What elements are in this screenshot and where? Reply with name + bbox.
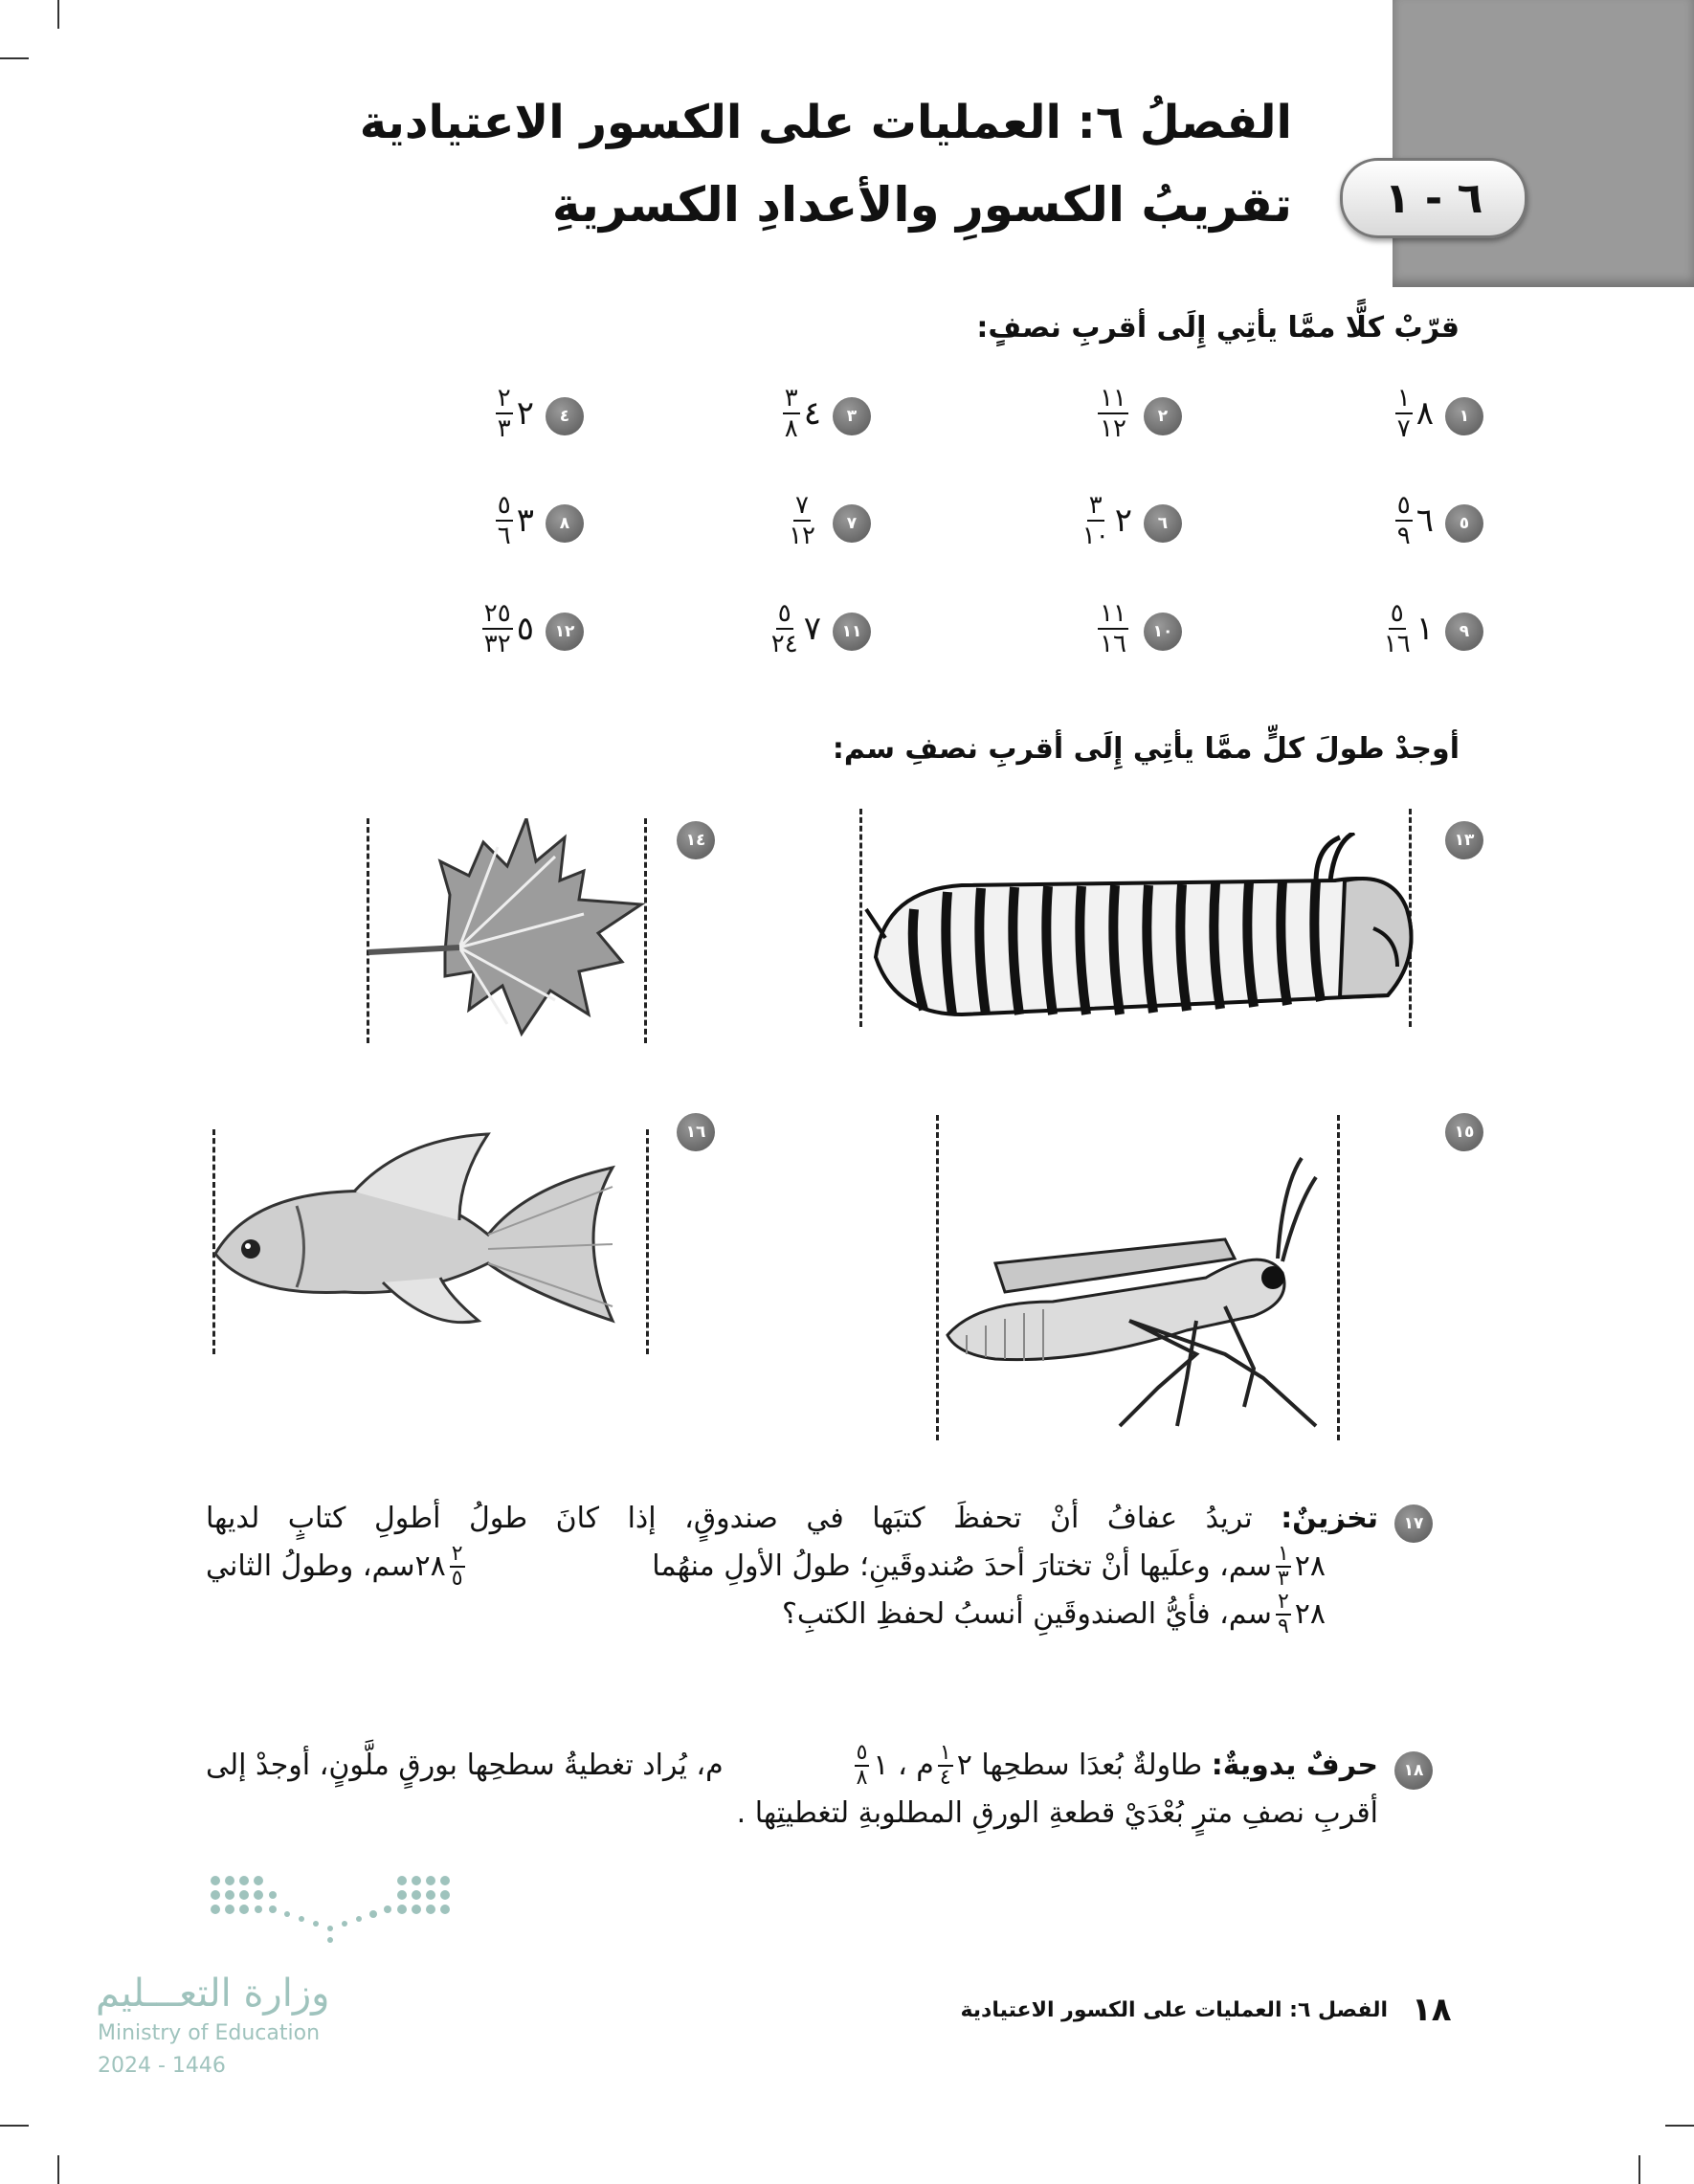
- crop-mark: [57, 0, 59, 29]
- mixed-number: [1094, 599, 1132, 658]
- problem-18-seg1a: طاولةٌ بُعدَا سطحِها: [981, 1749, 1203, 1782]
- mixed-number: [1077, 491, 1132, 550]
- grasshopper-illustration: [938, 1148, 1340, 1436]
- problem-18-text: [206, 1742, 1378, 1838]
- dim1-whole: ٢: [956, 1749, 972, 1782]
- problem-17-seg3b: سم، فأيُّ الصندوقَينِ أنسبُ لحفظِ الكتبِ؟: [781, 1597, 1272, 1631]
- logo-year: 2024 - 1446: [98, 2054, 226, 2078]
- problem-18-seg1c: م، يُراد تغطيةُ سطحِها بورقٍ ملَّونٍ، أوجدْ إلى: [206, 1749, 724, 1782]
- problem-17-seg2d: ٢٨سم، وطولُ الثاني: [206, 1549, 446, 1583]
- chapter-title: الفصلُ ٦: العمليات على الكسور الاعتيادية: [359, 96, 1292, 149]
- whole-part: ٢: [516, 394, 534, 433]
- mixed-number: [1392, 384, 1434, 443]
- exercise-number-15: ١٥: [1445, 1113, 1483, 1151]
- exercise-number-5: ٥: [1445, 504, 1483, 543]
- mixed-number: [766, 599, 821, 658]
- exercise-number-14: ١٤: [677, 821, 715, 859]
- whole-part: ٤: [803, 394, 821, 433]
- box2-length-whole: ٢٨: [1294, 1597, 1326, 1631]
- crop-mark: [1638, 2155, 1640, 2184]
- numerator: ٧: [795, 491, 810, 520]
- lesson-number-badge: [1340, 158, 1527, 238]
- numerator: ٢: [497, 384, 511, 412]
- exercise-number-3: ٣: [833, 397, 871, 435]
- mixed-number: [1378, 599, 1434, 658]
- problem-17-line1: تريدُ عفافُ أنْ تحفظَ كتبَها في صندوقٍ، إذا كانَ طولُ أطولِ كتابٍ لديها: [206, 1502, 1253, 1535]
- mixed-number: [1094, 384, 1132, 443]
- section1-instruction: قرّبْ كلًّا ممَّا يأتِي إِلَى أقربِ نصفٍ:: [976, 311, 1460, 345]
- book-length-denominator: ٣: [1277, 1567, 1289, 1591]
- numerator: ٣: [784, 384, 798, 412]
- exercise-number-9: ٩: [1445, 613, 1483, 651]
- box1-denominator: ٥: [451, 1567, 463, 1591]
- fraction: [482, 599, 513, 658]
- mixed-number: [783, 491, 821, 550]
- fraction: [496, 384, 513, 443]
- crop-mark: [0, 2125, 29, 2127]
- denominator: ٢٤: [770, 630, 798, 658]
- crop-mark: [0, 57, 29, 59]
- logo-english: Ministry of Education: [98, 2021, 321, 2045]
- whole-part: ١: [1415, 610, 1434, 648]
- box1-numerator: ٢: [451, 1542, 463, 1566]
- problem-18-line2: أقربِ نصفِ مترٍ بُعْدَيْ قطعةِ الورقِ المطلوبةِ لتغطيتِها .: [736, 1796, 1378, 1830]
- goldfish-illustration: [211, 1129, 651, 1349]
- exercise-number-13: ١٣: [1445, 821, 1483, 859]
- numerator: ١١: [1100, 599, 1126, 628]
- fraction: [1395, 491, 1413, 550]
- numerator: ١١: [1100, 384, 1126, 412]
- lesson-number: ٦ - ١: [1384, 173, 1483, 223]
- fraction: [769, 599, 800, 658]
- denominator: ٩: [1396, 522, 1411, 550]
- numerator: ٣: [1088, 491, 1103, 520]
- leaf-illustration: [364, 818, 651, 1038]
- mixed-number: [492, 491, 534, 550]
- box2-denominator: ٩: [1277, 1615, 1289, 1638]
- page-number: ١٨: [1412, 1991, 1452, 2029]
- book-length-whole: ٢٨: [1294, 1549, 1326, 1583]
- problem-17-label: تخزينٌ:: [1281, 1502, 1378, 1535]
- book-length-numerator: ١: [1277, 1542, 1289, 1566]
- whole-part: ٦: [1415, 501, 1434, 540]
- whole-part: ٨: [1415, 394, 1434, 433]
- caterpillar-illustration: [857, 833, 1421, 1024]
- whole-part: ٣: [516, 501, 534, 540]
- fraction: [1382, 599, 1413, 658]
- numerator: ٥: [1390, 599, 1404, 628]
- mixed-number: [479, 599, 534, 658]
- whole-part: ٢: [1114, 501, 1132, 540]
- footer-chapter-ref: الفصل ٦: العمليات على الكسور الاعتيادية: [960, 1998, 1388, 2022]
- denominator: ٣: [497, 414, 511, 443]
- box2-numerator: ٢: [1277, 1590, 1289, 1614]
- exercise-number-11: ١١: [833, 613, 871, 651]
- fraction: [787, 491, 817, 550]
- denominator: ٣٢: [483, 630, 511, 658]
- dim2-numerator: ٥: [856, 1741, 868, 1765]
- mixed-number: [1392, 491, 1434, 550]
- numerator: ١: [1396, 384, 1411, 412]
- fraction: [496, 491, 513, 550]
- crop-mark: [57, 2155, 59, 2184]
- numerator: ٥: [497, 491, 511, 520]
- fraction: [1395, 384, 1413, 443]
- ministry-logo-dots: [206, 1871, 455, 1943]
- exercise-number-1: ١: [1445, 397, 1483, 435]
- fraction: [1098, 599, 1128, 658]
- exercise-number-8: ٨: [546, 504, 584, 543]
- problem-17-text: [206, 1495, 1378, 1638]
- problem-number-18: ١٨: [1394, 1751, 1433, 1790]
- lesson-title: تقريبُ الكسورِ والأعدادِ الكسريةِ: [551, 177, 1292, 233]
- dim2-denominator: ٨: [856, 1766, 868, 1790]
- numerator: ٢٥: [483, 599, 511, 628]
- problem-18-label: حرفٌ يدويةٌ:: [1211, 1749, 1378, 1782]
- denominator: ١٦: [1383, 630, 1411, 658]
- logo-arabic: وزارة التعـــليم: [96, 1972, 330, 2016]
- mixed-number: [779, 384, 821, 443]
- exercise-number-10: ١٠: [1144, 613, 1182, 651]
- exercise-number-12: ١٢: [546, 613, 584, 651]
- problem-18-seg1b: م ،: [898, 1749, 934, 1782]
- denominator: ٧: [1396, 414, 1411, 443]
- crop-mark: [1665, 2125, 1694, 2127]
- section2-instruction: أوجدْ طولَ كلٍّ ممَّا يأتِي إِلَى أقربِ نصفِ سم:: [832, 732, 1460, 766]
- problem-17-seg2b: سم، وعلَيها أنْ تختارَ أحدَ صُندوقَينِ؛ طولُ الأولِ منهُما: [652, 1549, 1272, 1583]
- exercise-number-6: ٦: [1144, 504, 1182, 543]
- chapter-tab: [1393, 0, 1694, 287]
- numerator: ٥: [1396, 491, 1411, 520]
- exercise-number-16: ١٦: [677, 1113, 715, 1151]
- problem-number-17: ١٧: [1394, 1504, 1433, 1543]
- whole-part: ٥: [516, 610, 534, 648]
- fraction: [783, 384, 800, 443]
- dim2-whole: ١: [873, 1749, 889, 1782]
- exercise-number-2: ٢: [1144, 397, 1182, 435]
- exercise-number-7: ٧: [833, 504, 871, 543]
- denominator: ١٢: [789, 522, 815, 550]
- mixed-number: [492, 384, 534, 443]
- whole-part: ٧: [803, 610, 821, 648]
- denominator: ١٠: [1081, 522, 1109, 550]
- denominator: ٦: [497, 522, 511, 550]
- exercise-number-4: ٤: [546, 397, 584, 435]
- denominator: ١٦: [1100, 630, 1126, 658]
- dim1-denominator: ٤: [939, 1766, 951, 1790]
- dim1-numerator: ١: [939, 1741, 951, 1765]
- denominator: ١٢: [1100, 414, 1126, 443]
- denominator: ٨: [784, 414, 798, 443]
- fraction: [1098, 384, 1128, 443]
- fraction: [1081, 491, 1111, 550]
- numerator: ٥: [777, 599, 791, 628]
